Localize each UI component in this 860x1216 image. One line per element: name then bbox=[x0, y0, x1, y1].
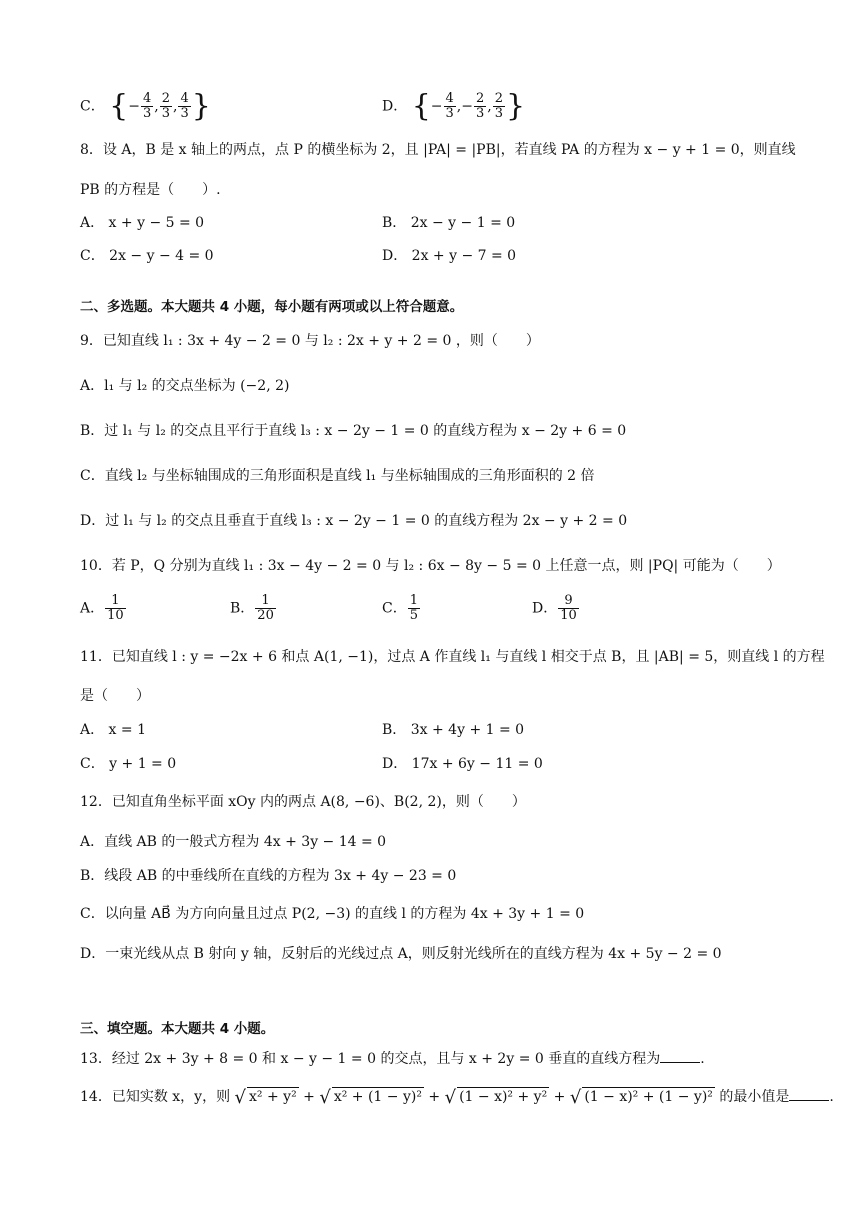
q8-stem-line1: 8．设 A，B 是 x 轴上的两点，点 P 的横坐标为 2，且 |PA| = |PB|，若直线 PA 的方程为 x − y + 1 = 0，则直线 bbox=[80, 142, 796, 158]
q8-stem-line2: PB 的方程是（ ）. bbox=[80, 182, 221, 198]
left-brace: { bbox=[109, 88, 129, 124]
answer-blank[interactable] bbox=[789, 1086, 829, 1101]
section-heading-multi-choice: 二、多选题。本大题共 4 小题，每小题有两项或以上符合题意。 bbox=[80, 299, 464, 315]
q11-stem-line2: 是（ ） bbox=[80, 688, 150, 704]
q12-option-c: C．以向量 AB⃗ 为方向向量且过点 P(2, −3) 的直线 l 的方程为 4x + 3y + 1 = 0 bbox=[80, 906, 585, 922]
section-heading-fill-in: 三、填空题。本大题共 4 小题。 bbox=[80, 1021, 275, 1037]
q12-option-b: B．线段 AB 的中垂线所在直线的方程为 3x + 4y − 23 = 0 bbox=[80, 868, 457, 884]
q10-option-d: D． $\frac{9}{10}$ bbox=[532, 593, 577, 623]
right-brace: } bbox=[191, 88, 211, 124]
q11-option-a: A． x = 1 bbox=[80, 722, 146, 738]
answer-blank[interactable] bbox=[660, 1048, 700, 1063]
q11-stem-line1: 11．已知直线 l : y = −2x + 6 和点 A(1, −1)，过点 A 作直线 l₁ 与直线 l 相交于点 B，且 |AB| = 5，则直线 l 的方程 bbox=[80, 649, 825, 665]
q14-stem: 14．已知实数 x，y，则 √ x² + y² + √ x² + (1 − y)² + √ (1 − x)² + y² + √ (1 − x)² + (1 − y)² 的最小值是 . bbox=[80, 1087, 834, 1108]
q9-option-d: D．过 l₁ 与 l₂ 的交点且垂直于直线 l₃ : x − 2y − 1 = 0 的直线方程为 2x − y + 2 = 0 bbox=[80, 513, 628, 529]
sqrt-icon: √ bbox=[234, 1087, 247, 1108]
q9-option-b: B．过 l₁ 与 l₂ 的交点且平行于直线 l₃ : x − 2y − 1 = 0 的直线方程为 x − 2y + 6 = 0 bbox=[80, 423, 627, 439]
q7-option-d: D． {− $\frac{4}{3}$ ,− $\frac{2}{3}$ , $\frac{2}{3}$ } bbox=[382, 88, 526, 124]
sqrt-icon: √ bbox=[569, 1087, 582, 1108]
q11-option-d: D． 17x + 6y − 11 = 0 bbox=[382, 756, 543, 772]
q8-option-d: D． 2x + y − 7 = 0 bbox=[382, 248, 517, 264]
q8-option-c: C． 2x − y − 4 = 0 bbox=[80, 248, 214, 264]
q10-option-b: B． $\frac{1}{20}$ bbox=[230, 593, 274, 623]
q10-stem: 10．若 P，Q 分别为直线 l₁ : 3x − 4y − 2 = 0 与 l₂ : 6x − 8y − 5 = 0 上任意一点，则 |PQ| 可能为（ ） bbox=[80, 558, 781, 574]
q8-option-b: B． 2x − y − 1 = 0 bbox=[382, 215, 516, 231]
q10-option-c: C． $\frac{1}{5}$ bbox=[382, 593, 418, 623]
sqrt-icon: √ bbox=[319, 1087, 331, 1108]
q13-stem: 13．经过 2x + 3y + 8 = 0 和 x − y − 1 = 0 的交点，且与 x + 2y = 0 垂直的直线方程为 . bbox=[80, 1048, 705, 1069]
q9-option-a: A．l₁ 与 l₂ 的交点坐标为 (−2, 2) bbox=[80, 378, 290, 394]
q12-stem: 12．已知直角坐标平面 xOy 内的两点 A(8, −6)、B(2, 2)，则（ ） bbox=[80, 794, 526, 810]
q8-option-a: A． x + y − 5 = 0 bbox=[80, 215, 205, 231]
q9-stem: 9．已知直线 l₁ : 3x + 4y − 2 = 0 与 l₂ : 2x + y + 2 = 0 ，则（ ） bbox=[80, 333, 540, 349]
q12-option-d: D．一束光线从点 B 射向 y 轴，反射后的光线过点 A，则反射光线所在的直线方程为 4x + 5y − 2 = 0 bbox=[80, 946, 722, 962]
q11-option-c: C． y + 1 = 0 bbox=[80, 756, 177, 772]
q10-option-a: A． $\frac{1}{10}$ bbox=[80, 593, 124, 623]
q11-option-b: B． 3x + 4y + 1 = 0 bbox=[382, 722, 525, 738]
sqrt-icon: √ bbox=[444, 1087, 457, 1108]
q7-option-c: C． {− $\frac{4}{3}$ , $\frac{2}{3}$ , $\frac{4}{3}$ } bbox=[80, 88, 211, 124]
q12-option-a: A．直线 AB 的一般式方程为 4x + 3y − 14 = 0 bbox=[80, 834, 387, 850]
q9-option-c: C．直线 l₂ 与坐标轴围成的三角形面积是直线 l₁ 与坐标轴围成的三角形面积的 2 倍 bbox=[80, 468, 595, 484]
